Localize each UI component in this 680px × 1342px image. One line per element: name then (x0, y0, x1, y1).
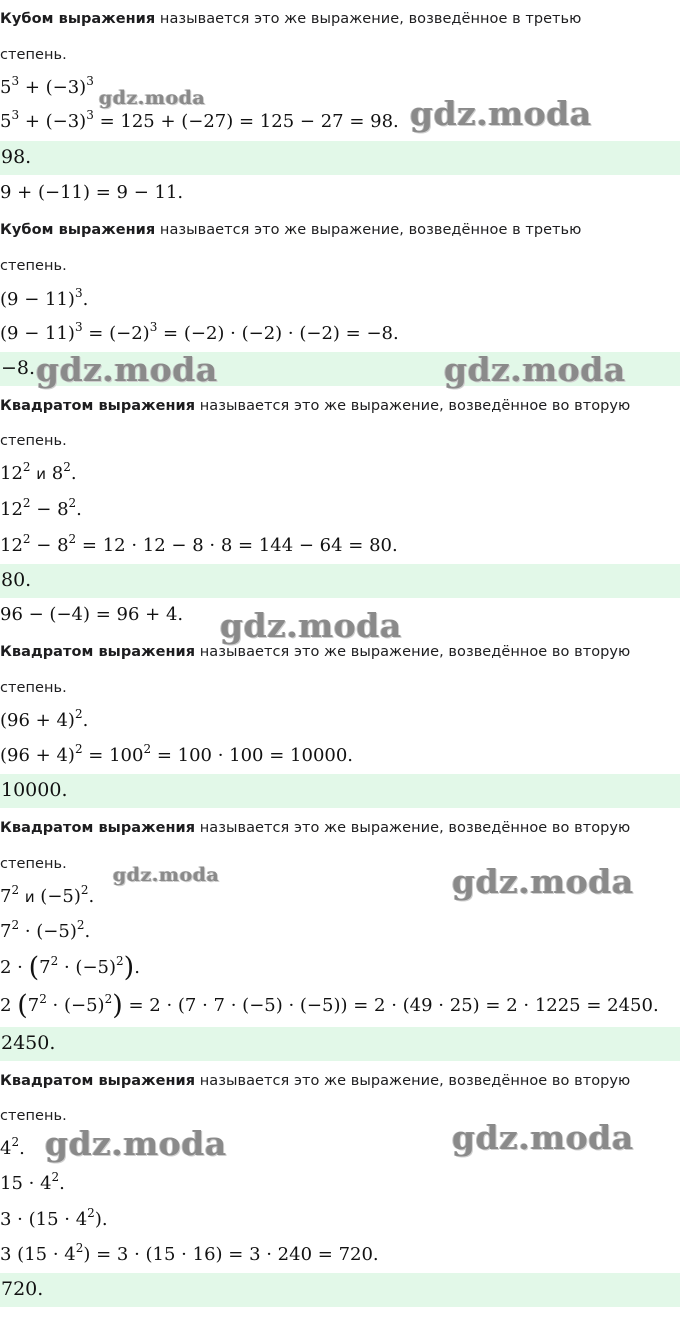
definition-word-power: степень. (0, 258, 67, 274)
math-line: $5^3 + (-3)^3 = 125 + (-27) = 125 - 27 = 98$. (0, 108, 399, 132)
math-line: $7^2 \cdot (-5)^2$. (0, 918, 91, 942)
answer-bar (0, 1273, 680, 1307)
definition-square: Квадратом выражения называется это же выражение, возведённое во вторую (0, 820, 631, 836)
answer-bar (0, 1027, 680, 1061)
math-line: $12^2 - 8^2$. (0, 496, 82, 520)
watermark-logo: gdz.moda (452, 862, 634, 901)
math-line: $15 \cdot 4^2$. (0, 1170, 65, 1194)
math-line: 9 + (−11) = 9 − 11. (0, 182, 184, 203)
definition-cube: Кубом выражения называется это же выражение, возведённое в третью (0, 222, 582, 238)
definition-square: Квадратом выражения называется это же выражение, возведённое во вторую (0, 398, 631, 414)
answer-text: −8. (1, 357, 36, 379)
definition-cube: Кубом выражения называется это же выражение, возведённое в третью (0, 11, 582, 27)
math-line: $5^3 + (-3)^3$ (0, 74, 94, 98)
definition-word-power: степень. (0, 433, 67, 449)
definition-square: Квадратом выражения называется это же выражение, возведённое во вторую (0, 644, 631, 660)
math-line: $12^2$ и $8^2$. (0, 460, 77, 484)
watermark-logo: gdz.moda (113, 864, 220, 886)
math-line: 96 − (−4) = 96 + 4. (0, 604, 184, 625)
definition-word-power: степень. (0, 856, 67, 872)
answer-text: 80. (1, 569, 32, 591)
answer-bar (0, 564, 680, 598)
math-line: $(9 - 11)^3 = (-2)^3 = (-2) \cdot (-2) \cdot (-2) = -8$. (0, 320, 399, 344)
watermark-logo: gdz.moda (45, 1124, 227, 1163)
definition-word-power: степень. (0, 1108, 67, 1124)
watermark-logo: gdz.moda (444, 350, 626, 389)
definition-word-power: степень. (0, 47, 67, 63)
math-line: 3 $(15 \cdot 4^2) = 3 \cdot (15 \cdot 16) = 3 \cdot 240 = 720$. (0, 1241, 379, 1265)
answer-text: 720. (1, 1278, 44, 1300)
math-line: $7^2$ и $(-5)^2$. (0, 883, 95, 907)
answer-text: 10000. (1, 779, 68, 801)
answer-text: 98. (1, 146, 32, 168)
watermark-logo: gdz.moda (410, 94, 592, 133)
answer-bar (0, 774, 680, 808)
math-line: $3 \cdot (15 \cdot 4^2)$. (0, 1206, 108, 1230)
watermark-logo: gdz.moda (220, 606, 402, 645)
watermark-logo: gdz.moda (36, 350, 218, 389)
math-line: $(96 + 4)^2 = 100^2 = 100 \cdot 100 = 10000$. (0, 742, 354, 766)
answer-text: 2450. (1, 1032, 56, 1054)
watermark-logo: gdz.moda (99, 87, 206, 109)
math-line: $(96 + 4)^2$. (0, 707, 89, 731)
definition-word-power: степень. (0, 680, 67, 696)
watermark-logo: gdz.moda (452, 1118, 634, 1157)
math-line: $4^2$. (0, 1135, 25, 1159)
math-line: $2 \cdot (7^2 \cdot (-5)^2)$. (0, 952, 140, 983)
definition-square: Квадратом выражения называется это же выражение, возведённое во вторую (0, 1073, 631, 1089)
answer-bar (0, 141, 680, 175)
math-line: 2 $(7^2 \cdot (-5)^2) = 2 \cdot (7 \cdot 7 \cdot (-5) \cdot (-5)) = 2 \cdot (49 \cdot 25) = 2 \cdot 1225 = 2450$. (0, 990, 659, 1021)
math-line: $(9 - 11)^3$. (0, 286, 89, 310)
math-line: $12^2 - 8^2 = 12 \cdot 12 - 8 \cdot 8 = 144 - 64 = 80$. (0, 532, 398, 556)
